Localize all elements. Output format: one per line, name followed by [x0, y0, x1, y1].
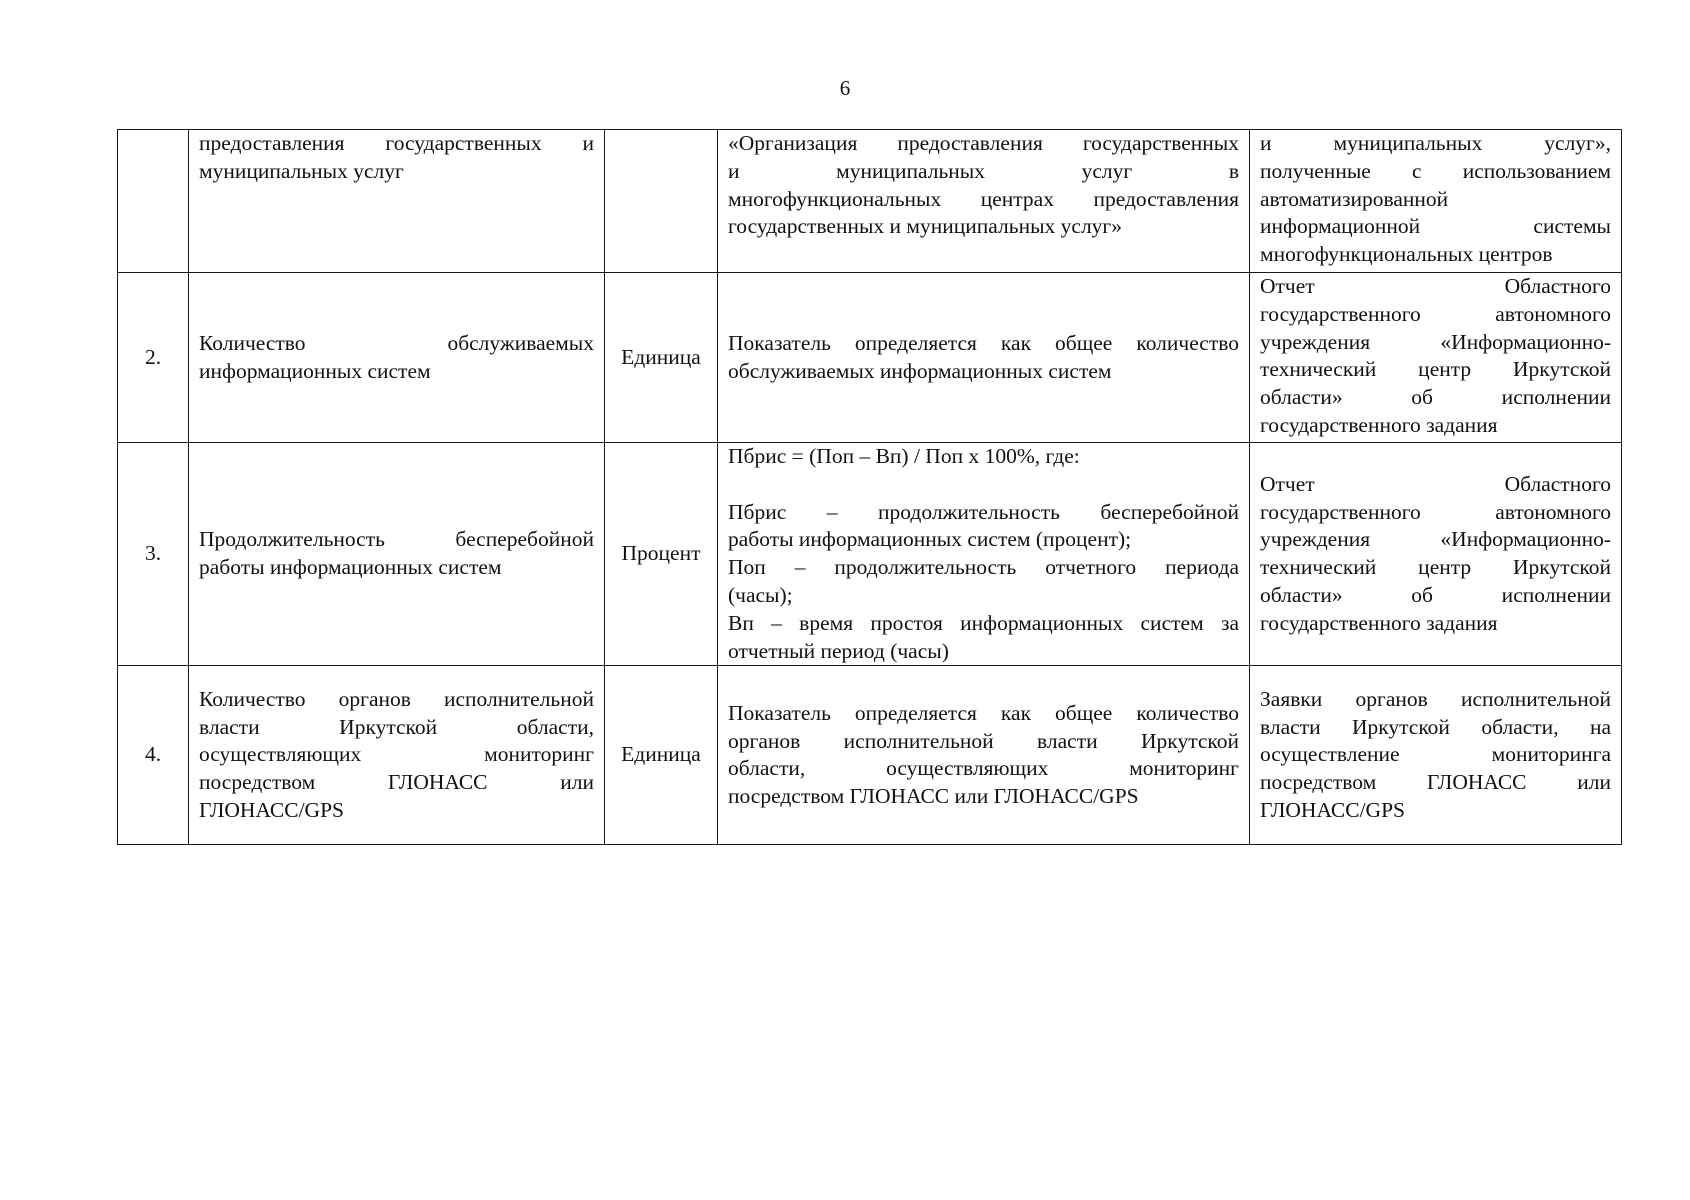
text-line: технический центр Иркутской [1260, 555, 1611, 580]
text-line: работы информационных систем [199, 555, 502, 580]
text-line: ГЛОНАСС/GPS [1260, 798, 1405, 823]
text-line: обслуживаемых информационных систем [728, 358, 1112, 383]
text-line: власти Иркутской области, на [1260, 714, 1611, 739]
text-line: Продолжительность бесперебойной [199, 527, 594, 552]
unit-cell: Единица [605, 273, 718, 443]
text-line: Количество обслуживаемых [199, 330, 594, 355]
text-line: предоставления государственных и [199, 131, 594, 155]
text-line: и муниципальных услуг в [728, 158, 1239, 183]
indicator-name-cell [189, 273, 605, 443]
method-cell [718, 666, 1250, 845]
text-line: информационной системы [1260, 214, 1611, 239]
indicator-name-cell [189, 666, 605, 845]
indicators-table [117, 129, 1622, 845]
text-line: муниципальных услуг [199, 158, 404, 183]
text-line: Показатель определяется как общее количество [728, 330, 1239, 355]
text-line: Вп – время простоя информационных систем за [728, 610, 1239, 635]
text-line: Отчет Областного [1260, 471, 1611, 496]
text-line: информационных систем [199, 358, 431, 383]
text-line: многофункциональных центров [1260, 242, 1553, 267]
text-line: области, осуществляющих мониторинг [728, 756, 1239, 781]
row-number-cell: 2. [118, 273, 189, 443]
text-line: государственных и муниципальных услуг» [728, 214, 1122, 239]
method-cell [718, 443, 1250, 666]
text-line: власти Иркутской области, [199, 714, 594, 739]
unit-cell: Единица [605, 666, 718, 845]
row-number-cell: 3. [118, 443, 189, 666]
text-line: и муниципальных услуг», [1260, 131, 1611, 155]
text-line: посредством ГЛОНАСС или [1260, 770, 1611, 795]
text-line: полученные с использованием [1260, 158, 1611, 183]
table-row [118, 273, 1622, 443]
formula-line: Пбрис = (Поп – Вп) / Поп х 100%, где: [728, 444, 1080, 468]
text-line: области» об исполнении [1260, 582, 1611, 607]
text-line: осуществляющих мониторинг [199, 742, 594, 767]
text-line: отчетный период (часы) [728, 638, 949, 663]
text-line: автоматизированной [1260, 186, 1449, 211]
text-line: Показатель определяется как общее количество [728, 700, 1239, 725]
text-line: «Организация предоставления государственных [728, 131, 1239, 155]
text-line: работы информационных систем (процент); [728, 527, 1132, 552]
unit-cell: Процент [605, 443, 718, 666]
text-line: посредством ГЛОНАСС или ГЛОНАСС/GPS [728, 784, 1139, 809]
source-cell [1250, 666, 1622, 845]
text-line: области» об исполнении [1260, 385, 1611, 410]
text-line: Количество органов исполнительной [199, 686, 594, 711]
indicator-name-cell [189, 130, 605, 273]
row-number-cell [118, 130, 189, 273]
text-line: учреждения «Информационно- [1260, 527, 1611, 552]
text-line: Поп – продолжительность отчетного периода [728, 555, 1239, 580]
method-cell [718, 130, 1250, 273]
text-line: Отчет Областного [1260, 274, 1611, 298]
page-number: 6 [839, 76, 851, 100]
source-cell [1250, 273, 1622, 443]
row-number-cell: 4. [118, 666, 189, 845]
text-line: многофункциональных центрах предоставления [728, 186, 1239, 211]
source-cell [1250, 130, 1622, 273]
table-row [118, 130, 1622, 273]
text-line: Заявки органов исполнительной [1260, 686, 1611, 711]
text-line: учреждения «Информационно- [1260, 329, 1611, 354]
text-line: ГЛОНАСС/GPS [199, 798, 344, 823]
table-row [118, 666, 1622, 845]
text-line: технический центр Иркутской [1260, 357, 1611, 382]
text-line: государственного автономного [1260, 301, 1611, 326]
text-line: посредством ГЛОНАСС или [199, 770, 594, 795]
text-line: (часы); [728, 582, 793, 607]
blank-line [728, 471, 1239, 499]
text-line: органов исполнительной власти Иркутской [728, 728, 1239, 753]
text-line: государственного автономного [1260, 499, 1611, 524]
unit-cell [605, 130, 718, 273]
source-cell [1250, 443, 1622, 666]
table-row [118, 443, 1622, 666]
indicator-name-cell [189, 443, 605, 666]
method-cell [718, 273, 1250, 443]
text-line: государственного задания [1260, 610, 1498, 635]
text-line: Пбрис – продолжительность бесперебойной [728, 499, 1239, 524]
text-line: государственного задания [1260, 412, 1498, 437]
text-line: осуществление мониторинга [1260, 742, 1611, 767]
